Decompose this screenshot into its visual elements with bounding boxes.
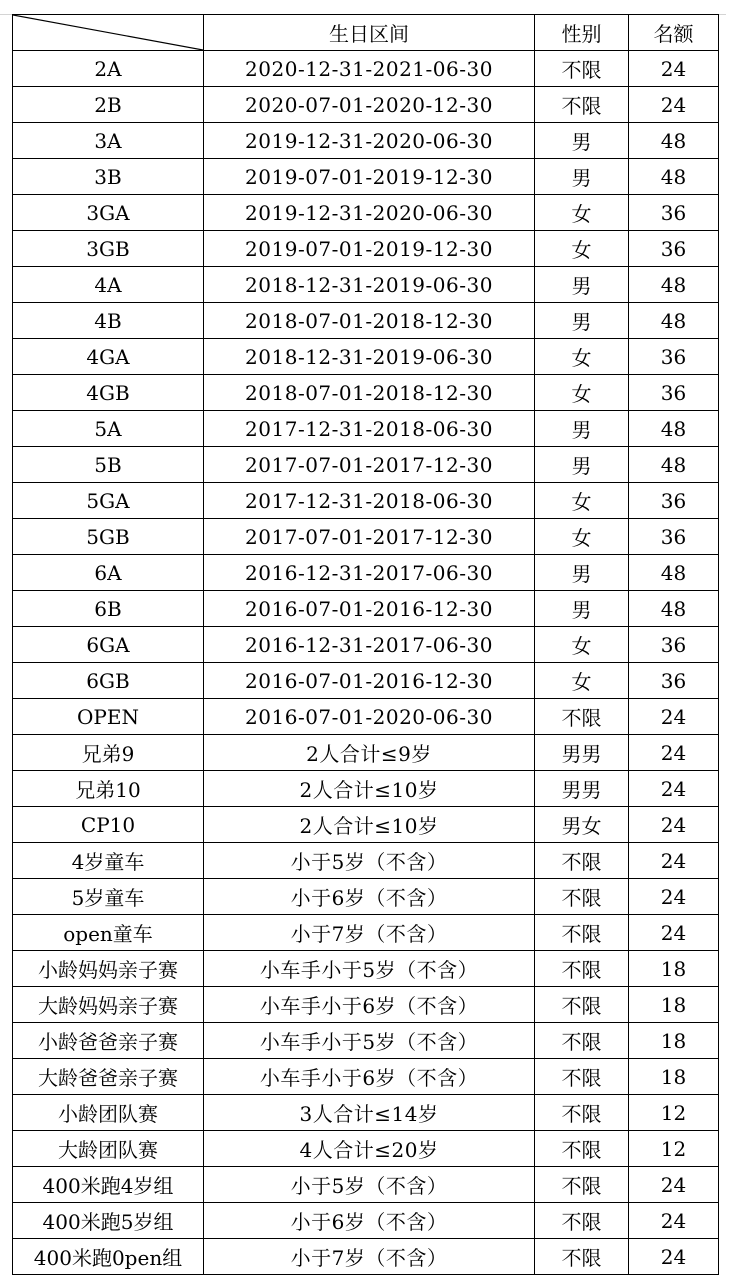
quota-cell[interactable]: 48 bbox=[629, 159, 719, 195]
group-cell[interactable]: 大龄爸爸亲子赛 bbox=[13, 1059, 204, 1095]
birthday-range-cell[interactable]: 2020-07-01-2020-12-30 bbox=[204, 87, 535, 123]
quota-cell[interactable]: 48 bbox=[629, 303, 719, 339]
table-row bbox=[13, 87, 719, 123]
birthday-range-cell[interactable]: 2019-12-31-2020-06-30 bbox=[204, 195, 535, 231]
gender-cell[interactable]: 男男 bbox=[535, 771, 629, 807]
table-row bbox=[13, 843, 719, 879]
table-row bbox=[13, 1059, 719, 1095]
birthday-range-cell[interactable]: 2018-07-01-2018-12-30 bbox=[204, 303, 535, 339]
table-row bbox=[13, 303, 719, 339]
gender-cell[interactable]: 女 bbox=[535, 519, 629, 555]
diagonal-line bbox=[13, 15, 203, 50]
gender-cell[interactable]: 男 bbox=[535, 411, 629, 447]
birthday-range-cell[interactable]: 2018-07-01-2018-12-30 bbox=[204, 375, 535, 411]
table-row bbox=[13, 483, 719, 519]
table-row bbox=[13, 1203, 719, 1239]
group-cell[interactable]: 3B bbox=[13, 159, 204, 195]
quota-cell[interactable]: 36 bbox=[629, 483, 719, 519]
gender-cell[interactable]: 女 bbox=[535, 663, 629, 699]
table-row bbox=[13, 915, 719, 951]
birthday-range-cell[interactable]: 2019-07-01-2019-12-30 bbox=[204, 159, 535, 195]
group-cell[interactable]: 3GA bbox=[13, 195, 204, 231]
registration-table bbox=[12, 14, 719, 1275]
quota-cell[interactable]: 36 bbox=[629, 339, 719, 375]
birthday-range-cell[interactable]: 2016-07-01-2020-06-30 bbox=[204, 699, 535, 735]
quota-cell[interactable]: 24 bbox=[629, 843, 719, 879]
quota-cell[interactable]: 36 bbox=[629, 231, 719, 267]
quota-cell[interactable]: 48 bbox=[629, 555, 719, 591]
quota-cell[interactable]: 36 bbox=[629, 627, 719, 663]
gender-cell[interactable]: 不限 bbox=[535, 879, 629, 915]
group-cell[interactable]: 2A bbox=[13, 51, 204, 87]
group-cell[interactable]: 6B bbox=[13, 591, 204, 627]
group-cell[interactable]: 4B bbox=[13, 303, 204, 339]
table-row bbox=[13, 807, 719, 843]
gender-cell[interactable]: 不限 bbox=[535, 1059, 629, 1095]
birthday-range-cell[interactable]: 2019-12-31-2020-06-30 bbox=[204, 123, 535, 159]
gender-cell[interactable]: 不限 bbox=[535, 987, 629, 1023]
quota-cell[interactable]: 24 bbox=[629, 699, 719, 735]
gender-cell[interactable]: 男 bbox=[535, 591, 629, 627]
quota-cell[interactable]: 18 bbox=[629, 1023, 719, 1059]
group-cell[interactable]: 4GB bbox=[13, 375, 204, 411]
quota-cell[interactable]: 24 bbox=[629, 87, 719, 123]
group-cell[interactable]: open童车 bbox=[13, 915, 204, 951]
quota-cell[interactable]: 36 bbox=[629, 195, 719, 231]
table-row bbox=[13, 663, 719, 699]
table-row bbox=[13, 1167, 719, 1203]
quota-cell[interactable]: 36 bbox=[629, 663, 719, 699]
table-row bbox=[13, 555, 719, 591]
gender-cell[interactable]: 女 bbox=[535, 627, 629, 663]
gender-cell[interactable]: 男 bbox=[535, 267, 629, 303]
quota-cell[interactable]: 12 bbox=[629, 1131, 719, 1167]
group-cell[interactable]: 5岁童车 bbox=[13, 879, 204, 915]
gender-cell[interactable]: 男女 bbox=[535, 807, 629, 843]
table-row bbox=[13, 987, 719, 1023]
birthday-range-cell[interactable]: 2020-12-31-2021-06-30 bbox=[204, 51, 535, 87]
quota-cell[interactable]: 24 bbox=[629, 807, 719, 843]
quota-cell[interactable]: 48 bbox=[629, 267, 719, 303]
table-row bbox=[13, 735, 719, 771]
group-cell[interactable]: 5A bbox=[13, 411, 204, 447]
birthday-range-cell[interactable]: 小于5岁（不含） bbox=[204, 1167, 535, 1203]
group-cell[interactable]: 6GA bbox=[13, 627, 204, 663]
birthday-range-cell[interactable]: 3人合计≤14岁 bbox=[204, 1095, 535, 1131]
gender-cell[interactable]: 女 bbox=[535, 231, 629, 267]
gender-cell[interactable]: 不限 bbox=[535, 1023, 629, 1059]
gender-cell[interactable]: 不限 bbox=[535, 1239, 629, 1275]
gender-cell[interactable]: 不限 bbox=[535, 1131, 629, 1167]
birthday-range-cell[interactable]: 小车手小于6岁（不含） bbox=[204, 987, 535, 1023]
quota-cell[interactable]: 48 bbox=[629, 411, 719, 447]
gender-cell[interactable]: 不限 bbox=[535, 843, 629, 879]
gender-cell[interactable]: 不限 bbox=[535, 699, 629, 735]
birthday-range-cell[interactable]: 2017-12-31-2018-06-30 bbox=[204, 411, 535, 447]
birthday-range-cell[interactable]: 2人合计≤9岁 bbox=[204, 735, 535, 771]
gender-cell[interactable]: 不限 bbox=[535, 915, 629, 951]
group-cell[interactable]: 5GA bbox=[13, 483, 204, 519]
quota-cell[interactable]: 48 bbox=[629, 591, 719, 627]
birthday-range-cell[interactable]: 小于6岁（不含） bbox=[204, 879, 535, 915]
quota-cell[interactable]: 24 bbox=[629, 771, 719, 807]
birthday-range-cell[interactable]: 2人合计≤10岁 bbox=[204, 771, 535, 807]
gender-cell[interactable]: 男 bbox=[535, 303, 629, 339]
birthday-range-cell[interactable]: 小于7岁（不含） bbox=[204, 1239, 535, 1275]
group-cell[interactable]: 4GA bbox=[13, 339, 204, 375]
group-cell[interactable]: 小龄爸爸亲子赛 bbox=[13, 1023, 204, 1059]
quota-cell[interactable]: 24 bbox=[629, 51, 719, 87]
group-cell[interactable]: 4岁童车 bbox=[13, 843, 204, 879]
group-cell[interactable]: 小龄妈妈亲子赛 bbox=[13, 951, 204, 987]
gender-cell[interactable]: 不限 bbox=[535, 1095, 629, 1131]
birthday-range-cell[interactable]: 2017-07-01-2017-12-30 bbox=[204, 519, 535, 555]
group-cell[interactable]: 大龄妈妈亲子赛 bbox=[13, 987, 204, 1023]
birthday-range-cell[interactable]: 小车手小于5岁（不含） bbox=[204, 1023, 535, 1059]
group-cell[interactable]: 5GB bbox=[13, 519, 204, 555]
diagonal-corner-cell[interactable] bbox=[13, 15, 204, 51]
group-cell[interactable]: 大龄团队赛 bbox=[13, 1131, 204, 1167]
group-cell[interactable]: 小龄团队赛 bbox=[13, 1095, 204, 1131]
table-row bbox=[13, 591, 719, 627]
table-row bbox=[13, 339, 719, 375]
sheet-right-edge bbox=[726, 14, 734, 1282]
table-row bbox=[13, 1239, 719, 1275]
table-row bbox=[13, 51, 719, 87]
birthday-range-cell[interactable]: 4人合计≤20岁 bbox=[204, 1131, 535, 1167]
birthday-range-cell[interactable]: 小于6岁（不含） bbox=[204, 1203, 535, 1239]
birthday-range-cell[interactable]: 2018-12-31-2019-06-30 bbox=[204, 267, 535, 303]
gender-cell[interactable]: 女 bbox=[535, 375, 629, 411]
table-row bbox=[13, 411, 719, 447]
birthday-range-cell[interactable]: 2016-07-01-2016-12-30 bbox=[204, 591, 535, 627]
group-cell[interactable]: 6GB bbox=[13, 663, 204, 699]
table-row bbox=[13, 447, 719, 483]
group-cell[interactable]: 兄弟10 bbox=[13, 771, 204, 807]
group-cell[interactable]: 400米跑0pen组 bbox=[13, 1239, 204, 1275]
header-row bbox=[13, 15, 719, 51]
gender-cell[interactable]: 不限 bbox=[535, 1167, 629, 1203]
quota-cell[interactable]: 24 bbox=[629, 735, 719, 771]
group-cell[interactable]: OPEN bbox=[13, 699, 204, 735]
group-cell[interactable]: 2B bbox=[13, 87, 204, 123]
gender-header[interactable]: 性别 bbox=[535, 15, 629, 51]
group-cell[interactable]: 400米跑5岁组 bbox=[13, 1203, 204, 1239]
birthday-range-cell[interactable]: 小车手小于6岁（不含） bbox=[204, 1059, 535, 1095]
gender-cell[interactable]: 男 bbox=[535, 159, 629, 195]
table-row bbox=[13, 519, 719, 555]
group-cell[interactable]: 3A bbox=[13, 123, 204, 159]
birthday-range-cell[interactable]: 2018-12-31-2019-06-30 bbox=[204, 339, 535, 375]
table-row bbox=[13, 771, 719, 807]
table-row bbox=[13, 267, 719, 303]
birthday-range-cell[interactable]: 2017-12-31-2018-06-30 bbox=[204, 483, 535, 519]
gender-cell[interactable]: 女 bbox=[535, 339, 629, 375]
birthday-range-cell[interactable]: 2人合计≤10岁 bbox=[204, 807, 535, 843]
quota-header[interactable]: 名额 bbox=[629, 15, 719, 51]
table-row bbox=[13, 699, 719, 735]
group-cell[interactable]: 兄弟9 bbox=[13, 735, 204, 771]
table-row bbox=[13, 627, 719, 663]
quota-cell[interactable]: 36 bbox=[629, 375, 719, 411]
group-cell[interactable]: 3GB bbox=[13, 231, 204, 267]
birthday-range-cell[interactable]: 2019-07-01-2019-12-30 bbox=[204, 231, 535, 267]
table-row bbox=[13, 951, 719, 987]
table-row bbox=[13, 123, 719, 159]
quota-cell[interactable]: 36 bbox=[629, 519, 719, 555]
birthday-range-cell[interactable]: 小于7岁（不含） bbox=[204, 915, 535, 951]
quota-cell[interactable]: 24 bbox=[629, 1203, 719, 1239]
birthday-range-cell[interactable]: 小于5岁（不含） bbox=[204, 843, 535, 879]
quota-cell[interactable]: 24 bbox=[629, 1167, 719, 1203]
birthday-range-header[interactable]: 生日区间 bbox=[204, 15, 535, 51]
group-cell[interactable]: 400米跑4岁组 bbox=[13, 1167, 204, 1203]
gender-cell[interactable]: 女 bbox=[535, 195, 629, 231]
gender-cell[interactable]: 男 bbox=[535, 447, 629, 483]
quota-cell[interactable]: 12 bbox=[629, 1095, 719, 1131]
gridline-top bbox=[0, 0, 734, 15]
group-cell[interactable]: 6A bbox=[13, 555, 204, 591]
quota-cell[interactable]: 18 bbox=[629, 1059, 719, 1095]
table-row bbox=[13, 159, 719, 195]
gender-cell[interactable]: 不限 bbox=[535, 1203, 629, 1239]
table-row bbox=[13, 1095, 719, 1131]
table-row bbox=[13, 1023, 719, 1059]
birthday-range-cell[interactable]: 2016-12-31-2017-06-30 bbox=[204, 627, 535, 663]
gender-cell[interactable]: 男男 bbox=[535, 735, 629, 771]
gender-cell[interactable]: 男 bbox=[535, 555, 629, 591]
table-row bbox=[13, 375, 719, 411]
group-cell[interactable]: 5B bbox=[13, 447, 204, 483]
birthday-range-cell[interactable]: 2016-12-31-2017-06-30 bbox=[204, 555, 535, 591]
quota-cell[interactable]: 18 bbox=[629, 987, 719, 1023]
quota-cell[interactable]: 24 bbox=[629, 1239, 719, 1275]
gender-cell[interactable]: 不限 bbox=[535, 951, 629, 987]
group-cell[interactable]: 4A bbox=[13, 267, 204, 303]
gender-cell[interactable]: 男 bbox=[535, 123, 629, 159]
quota-cell[interactable]: 24 bbox=[629, 879, 719, 915]
gender-cell[interactable]: 不限 bbox=[535, 51, 629, 87]
table-row bbox=[13, 195, 719, 231]
birthday-range-cell[interactable]: 小车手小于5岁（不含） bbox=[204, 951, 535, 987]
table-row bbox=[13, 879, 719, 915]
quota-cell[interactable]: 48 bbox=[629, 123, 719, 159]
gender-cell[interactable]: 不限 bbox=[535, 87, 629, 123]
table-row bbox=[13, 1131, 719, 1167]
gender-cell[interactable]: 女 bbox=[535, 483, 629, 519]
quota-cell[interactable]: 48 bbox=[629, 447, 719, 483]
birthday-range-cell[interactable]: 2017-07-01-2017-12-30 bbox=[204, 447, 535, 483]
quota-cell[interactable]: 24 bbox=[629, 915, 719, 951]
group-cell[interactable]: CP10 bbox=[13, 807, 204, 843]
quota-cell[interactable]: 18 bbox=[629, 951, 719, 987]
table-row bbox=[13, 231, 719, 267]
birthday-range-cell[interactable]: 2016-07-01-2016-12-30 bbox=[204, 663, 535, 699]
table-body bbox=[13, 51, 719, 1275]
